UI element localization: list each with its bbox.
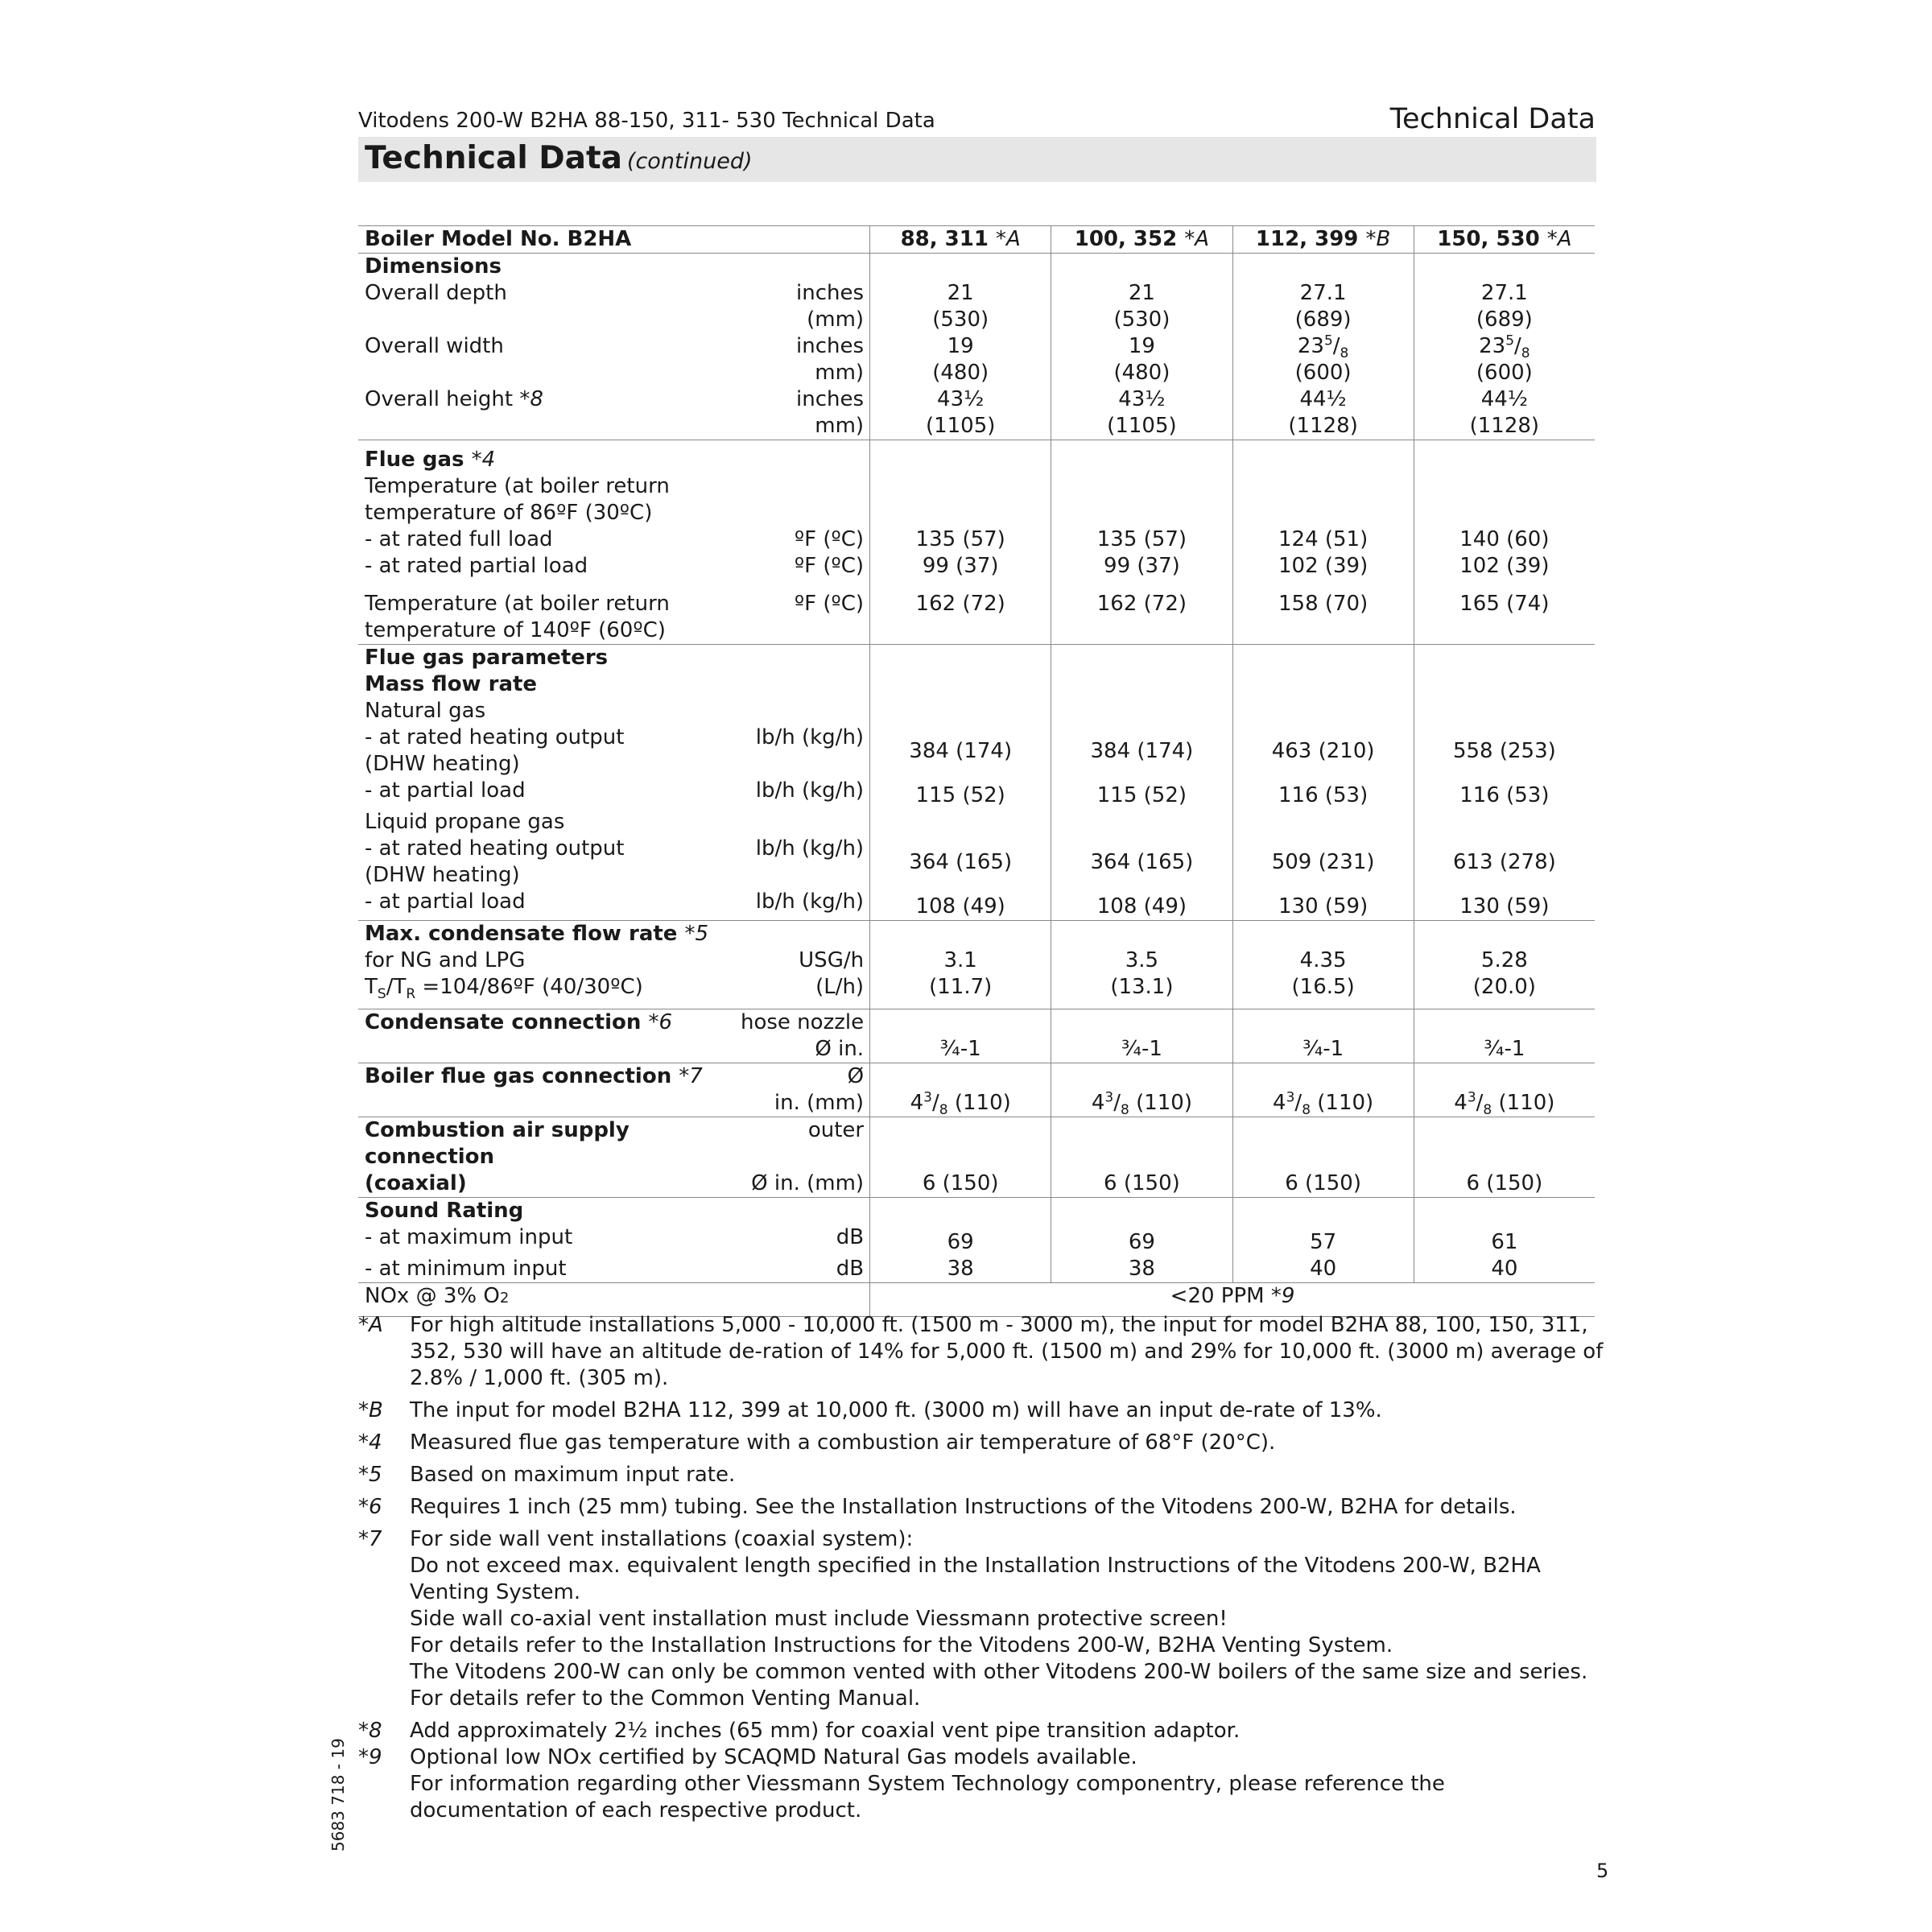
footnote-6: *6 Requires 1 inch (25 mm) tubing. See the Installation Instructions of the Vitodens 200-W, B2HA for details. — [358, 1495, 1517, 1519]
col-header: 100, 352 *A — [1051, 226, 1232, 254]
table-row: (mm) (530) (530) (689) (689) — [358, 307, 1595, 333]
table-row: Overall width inches 19 19 $23^5/_8$ $23^5/_8$ — [358, 333, 1595, 360]
boiler-model-label: Boiler Model No. B2HA — [358, 226, 870, 254]
footnote-5: *5 Based on maximum input rate. — [358, 1463, 736, 1487]
table-row: Max. condensate flow rate *5 — [358, 921, 1595, 948]
table-row: mm) (480) (480) (600) (600) — [358, 360, 1595, 386]
table-row: Overall height *8 inches 43½ 43½ 44½ 44½ — [358, 386, 1595, 413]
table-row: Temperature (at boiler return — [358, 473, 1595, 500]
table-row: mm) (1105) (1105) (1128) (1128) — [358, 413, 1595, 440]
footnote-8: *8 Add approximately 2½ inches (65 mm) for coaxial vent pipe transition adaptor. — [358, 1719, 1241, 1743]
table-row: Ø in. ¾-1 ¾-1 ¾-1 ¾-1 — [358, 1036, 1595, 1063]
col-header: 88, 311 *A — [870, 226, 1051, 254]
table-row: Mass flow rate — [358, 671, 1595, 698]
page-number: 5 — [1596, 1860, 1609, 1882]
title-band — [358, 137, 1596, 182]
nox-row: NOx @ 3% O2 <20 PPM *9 — [358, 1283, 1595, 1317]
footnote-9: *9 Optional low NOx certified by SCAQMD Natural Gas models available. For information regarding other Viessmann System Technology componentry, please reference the documentation of each respective product. — [358, 1745, 1445, 1823]
table-row: - at rated heating output lb/h (kg/h) 384 (174) 384 (174) 463 (210) 558 (253) — [358, 724, 1595, 751]
table-row: - at minimum input dB 38 38 40 40 — [358, 1256, 1595, 1283]
document-title: Vitodens 200-W B2HA 88-150, 311- 530 Technical Data — [358, 109, 935, 133]
table-row: - at rated partial load ºF (ºC) 99 (37) 99 (37) 102 (39) 102 (39) — [358, 553, 1595, 580]
table-row: temperature of 86ºF (30ºC) — [358, 500, 1595, 526]
table-row: Sound Rating — [358, 1198, 1595, 1225]
footnote-A: *A For high altitude installations 5,000 - 10,000 ft. (1500 m - 3000 m), the input for model B2HA 88, 100, 150, 311, 352, 530 will have an altitude de-ration of 14% for 5,000 ft. (1500 m) and 29% for 10,000 ft. (3000 m) average of 2.8% / 1,000 ft. (305 m). — [358, 1313, 1604, 1390]
table-row: Liquid propane gas — [358, 809, 1595, 836]
table-row: for NG and LPG USG/h 3.1 3.5 4.35 5.28 — [358, 947, 1595, 974]
heading-text: Technical Data — [365, 140, 622, 176]
dimensions-heading: Dimensions — [365, 254, 502, 279]
table-row: Condensate connection *6 hose nozzle — [358, 1009, 1595, 1037]
footnote-B: *B The input for model B2HA 112, 399 at 10,000 ft. (3000 m) will have an input de-rate of 13%. — [358, 1398, 1382, 1422]
table-row: Natural gas — [358, 698, 1595, 724]
table-row: (coaxial) Ø in. (mm) 6 (150) 6 (150) 6 (150) 6 (150) — [358, 1170, 1595, 1198]
table-row: in. (mm) $4^3/_8$ (110) $4^3/_8$ (110) $4^3/_8$ (110) $4^3/_8$ (110) — [358, 1090, 1595, 1117]
table-row: Combustion air supply connection outer — [358, 1117, 1595, 1171]
table-row: $T_S/T_R$ =104/86ºF (40/30ºC) (L/h) (11.7) (13.1) (16.5) (20.0) — [358, 974, 1595, 1009]
table-row: temperature of 140ºF (60ºC) — [358, 617, 1595, 645]
col-header: 150, 530 *A — [1414, 226, 1595, 254]
table-row: - at partial load lb/h (kg/h) 108 (49) 108 (49) 130 (59) 130 (59) — [358, 889, 1595, 921]
table-row: (DHW heating) — [365, 752, 520, 776]
table-row: - at rated full load ºF (ºC) 135 (57) 135 (57) 124 (51) 140 (60) — [358, 526, 1595, 553]
table-row: Temperature (at boiler return ºF (ºC) 162 (72) 162 (72) 158 (70) 165 (74) — [358, 580, 1595, 617]
heading-continued: (continued) — [626, 149, 753, 174]
document-code: 5683 718 - 19 — [328, 1738, 348, 1852]
footnote-4: *4 Measured flue gas temperature with a combustion air temperature of 68°F (20°C). — [358, 1430, 1276, 1455]
table-row: Overall depth inches 21 21 27.1 27.1 — [358, 280, 1595, 307]
footnote-7: *7 For side wall vent installations (coaxial system): Do not exceed max. equivalent length specified in the Installation Instructions of the Vitodens 200-W, B2HA Venting System. Side wall co-axial vent installation must include Viessmann protective screen! For details refer to the Installation Instructions for the Vitodens 200-W, B2HA Venting System. The Vitodens 200-W can only be common vented with other Vitodens 200-W boilers of the same size and series. For details refer to the Common Venting Manual. — [358, 1527, 1588, 1711]
table-header-row — [358, 226, 1595, 254]
section-title: Technical Data — [1389, 103, 1596, 135]
footnotes — [358, 1312, 1610, 1830]
table-row: Flue gas parameters — [358, 645, 1595, 672]
table-row: Flue gas *4 — [358, 440, 1595, 474]
table-row: Boiler flue gas connection *7 Ø — [358, 1063, 1595, 1091]
table-row: - at partial load lb/h (kg/h) 115 (52) 115 (52) 116 (53) 116 (53) — [358, 778, 1595, 809]
page-heading — [365, 140, 753, 176]
table-row — [358, 254, 1595, 281]
col-header: 112, 399 *B — [1232, 226, 1414, 254]
table-row: - at maximum input dB 69 69 57 61 — [358, 1224, 1595, 1256]
table-row: (DHW heating) — [365, 863, 520, 887]
technical-data-table — [358, 225, 1595, 1317]
table-row: - at rated heating output lb/h (kg/h) 364 (165) 364 (165) 509 (231) 613 (278) — [358, 836, 1595, 862]
